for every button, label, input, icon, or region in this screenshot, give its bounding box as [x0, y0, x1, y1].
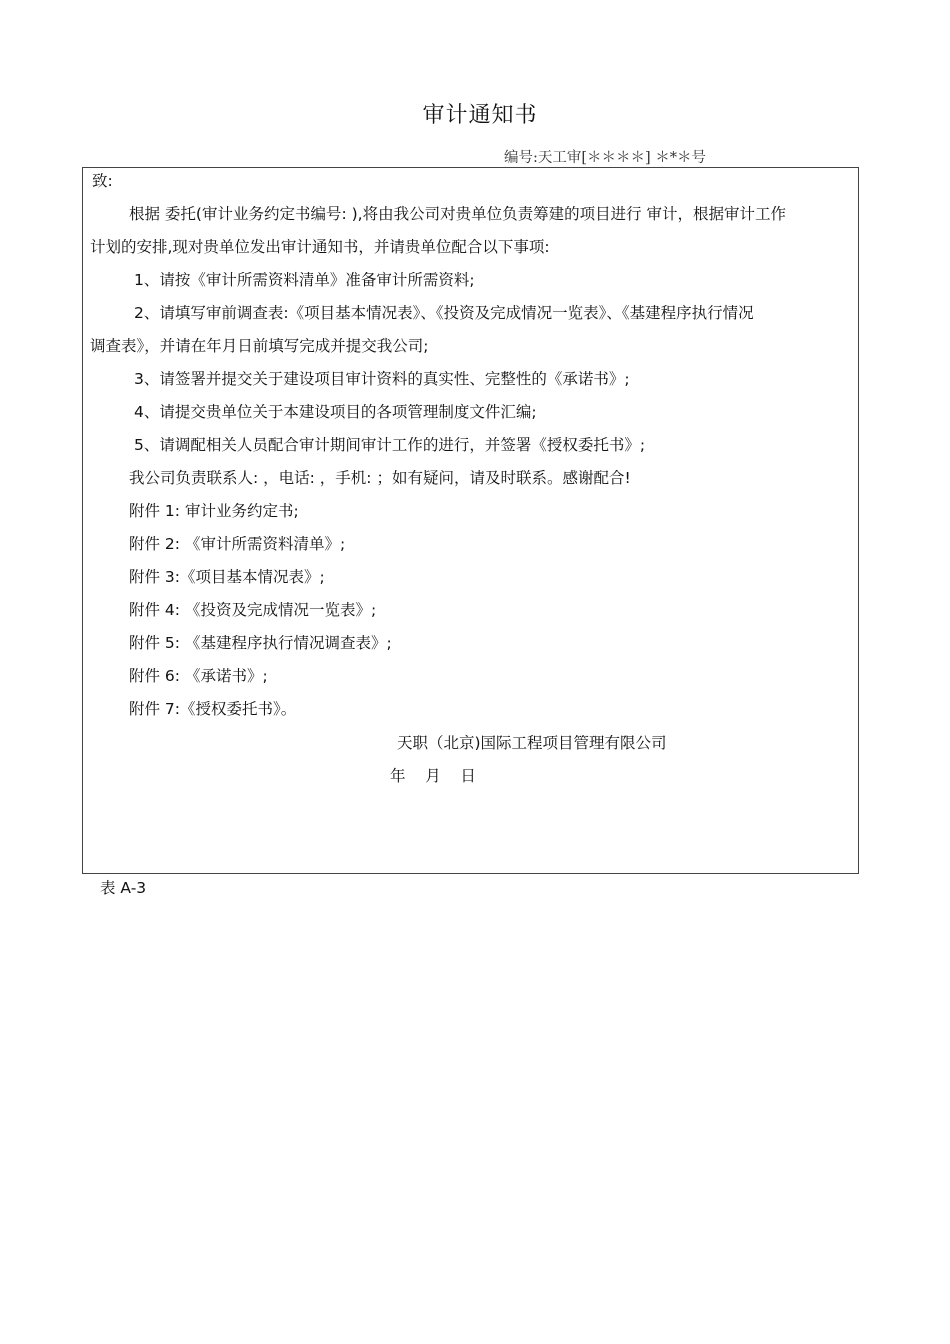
item-5: 5、请调配相关人员配合审计期间审计工作的进行，并签署《授权委托书》; [134, 436, 646, 454]
intro-paragraph-line-2: 计划的安排,现对贵单位发出审计通知书，并请贵单位配合以下事项: [90, 238, 550, 256]
attachment-3: 附件 3:《项目基本情况表》; [129, 568, 325, 586]
intro-paragraph-line-1: 根据 委托(审计业务约定书编号: ),将由我公司对贵单位负责筹建的项目进行 审计，根据审计工作 [129, 205, 787, 223]
item-4: 4、请提交贵单位关于本建设项目的各项管理制度文件汇编; [134, 403, 537, 421]
document-serial-number: 编号:天工审[＊＊＊＊] ＊*＊号 [504, 150, 707, 166]
attachment-6: 附件 6: 《承诺书》; [129, 667, 268, 685]
item-3: 3、请签署并提交关于建设项目审计资料的真实性、完整性的《承诺书》; [134, 370, 630, 388]
attachment-2: 附件 2: 《审计所需资料清单》; [129, 535, 346, 553]
attachment-7: 附件 7:《授权委托书》。 [129, 700, 297, 718]
attachment-1: 附件 1: 审计业务约定书; [129, 502, 299, 520]
document-title: 审计通知书 [422, 103, 538, 128]
form-label: 表 A-3 [100, 879, 147, 897]
issue-date: 年 月 日 [390, 767, 476, 785]
item-2: 2、请填写审前调查表:《项目基本情况表》、《投资及完成情况一览表》、《基建程序执行情况 [134, 304, 754, 322]
issuing-company: 天职（北京)国际工程项目管理有限公司 [397, 734, 667, 752]
attachment-4: 附件 4: 《投资及完成情况一览表》; [129, 601, 377, 619]
item-1: 1、请按《审计所需资料清单》准备审计所需资料; [134, 271, 475, 289]
addressee: 致: [92, 172, 113, 190]
item-2-continued: 调查表》，并请在年月日前填写完成并提交我公司; [90, 337, 429, 355]
contact-line: 我公司负责联系人: ，电话: ，手机: ；如有疑问，请及时联系。感谢配合! [129, 469, 631, 487]
attachment-5: 附件 5: 《基建程序执行情况调查表》; [129, 634, 392, 652]
